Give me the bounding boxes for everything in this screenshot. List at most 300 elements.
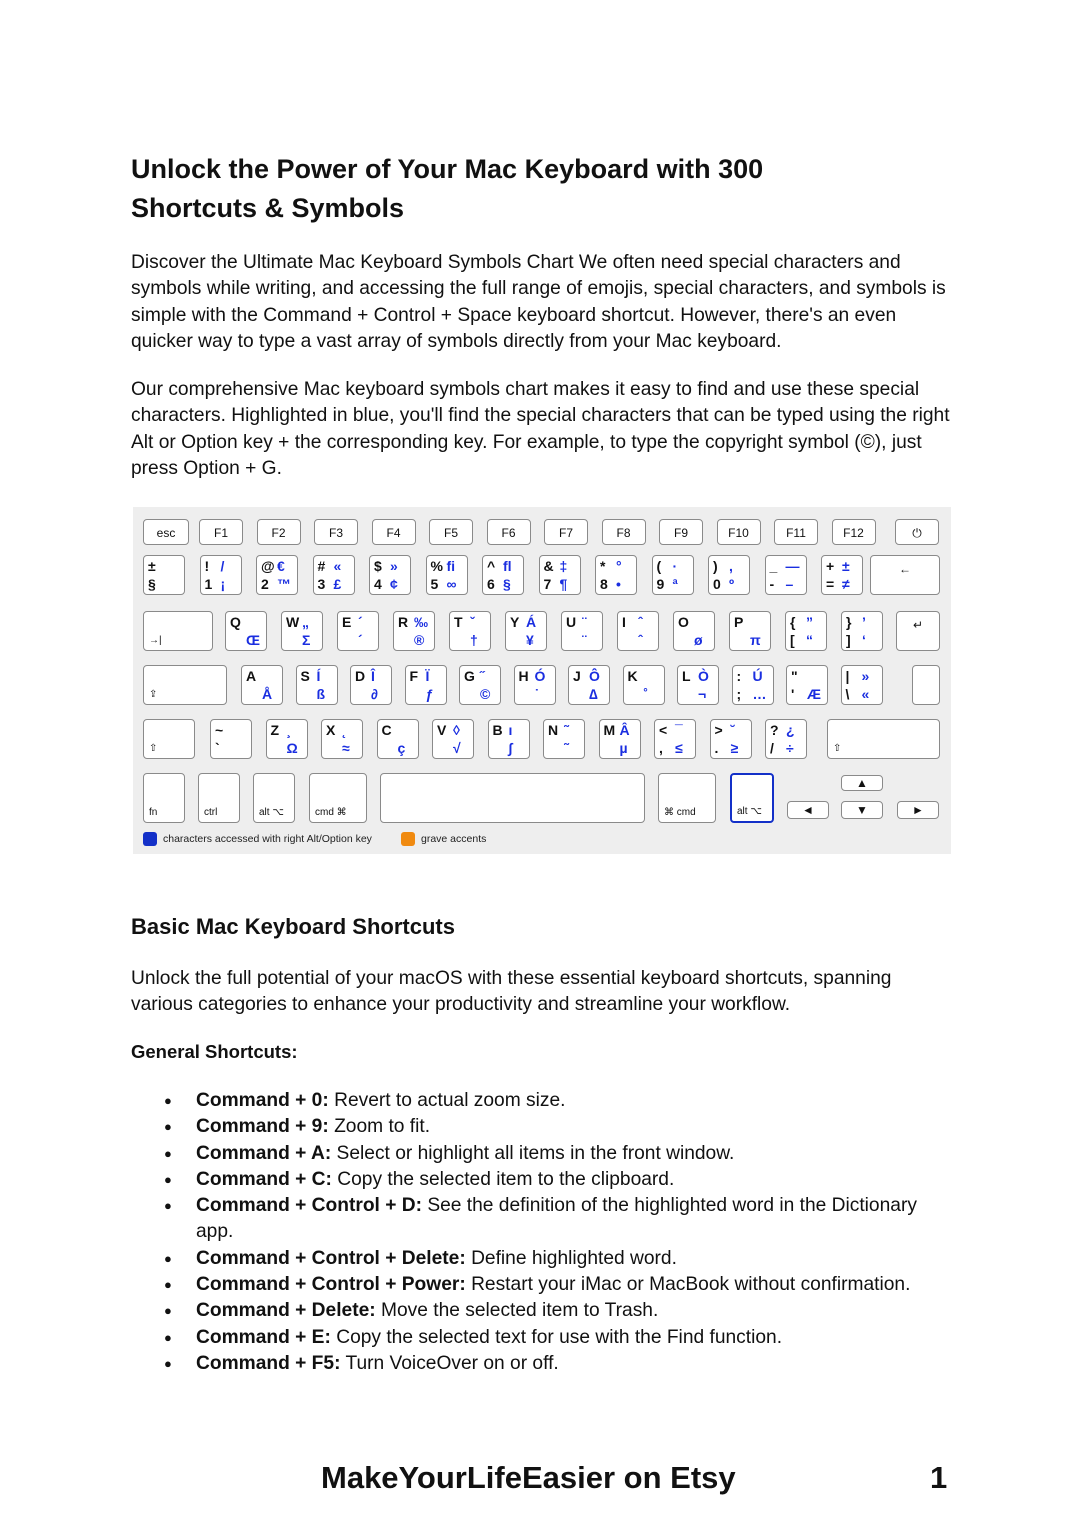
key-option-char: π — [750, 632, 761, 648]
key-option-char: ™ — [277, 576, 291, 592]
key-primary-char: V — [437, 722, 447, 738]
key-option-shift-char: ¯ — [675, 722, 683, 738]
shortcut-keys: Command + 0: — [196, 1090, 329, 1111]
arrow-right-icon: ► — [912, 803, 924, 817]
key-option-char: ∞ — [446, 576, 457, 592]
key-bottom_row-1 — [266, 719, 308, 759]
key-option-char: ˜ — [564, 740, 569, 756]
key-power — [895, 519, 939, 545]
key-qwerty_row-5 — [505, 611, 547, 651]
key-option-char: † — [470, 632, 478, 648]
key-option-char: ø — [694, 632, 703, 648]
key-option-char: √ — [453, 740, 461, 756]
legend-orange — [401, 832, 486, 846]
key-option-shift-char: ’ — [862, 614, 866, 630]
shortcut-item — [131, 1272, 953, 1298]
page-title: Unlock the Power of Your Mac Keyboard with 300 Shortcuts & Symbols — [131, 154, 764, 223]
key-option-shift-char: Â — [619, 722, 630, 738]
key-option-shift-char: ‰ — [414, 614, 428, 630]
key-ctrl — [198, 773, 240, 823]
key-option-char: ´ — [358, 632, 363, 648]
key-label: F12 — [843, 526, 864, 540]
shortcut-description: Copy the selected text for use with the Find function. — [330, 1326, 783, 1348]
key-number_row-2 — [256, 555, 298, 595]
key-primary-char: # — [317, 558, 326, 574]
key-f11 — [774, 519, 818, 545]
key-primary-char: ± — [148, 558, 156, 574]
key-primary-char: _ — [769, 558, 778, 574]
shortcut-keys: Command + C: — [196, 1168, 332, 1190]
key-option-shift-char: Î — [371, 668, 375, 684]
legend-blue — [143, 832, 372, 846]
key-primary-char: : — [736, 668, 742, 684]
key-primary-char: W — [286, 614, 300, 630]
key-option-shift-char: Ò — [698, 668, 709, 684]
key-option-char: ÷ — [786, 740, 794, 756]
key-bottom_row-3 — [377, 719, 419, 759]
key-number_row-11 — [765, 555, 807, 595]
key-f5 — [429, 519, 473, 545]
key-secondary-char: ; — [736, 686, 742, 702]
key-qwerty_row-6 — [561, 611, 603, 651]
key-option-char: … — [752, 686, 767, 702]
key-option-shift-char: · — [672, 558, 678, 574]
caps-lock-icon: ⇪ — [149, 689, 158, 700]
key-label: F7 — [558, 526, 573, 540]
key-primary-char: ~ — [215, 722, 224, 738]
key-option-shift-char: ˆ — [638, 614, 643, 630]
shortcut-description: Zoom to fit. — [328, 1116, 431, 1138]
key-secondary-char: \ — [845, 686, 850, 702]
legend-swatch-blue — [143, 832, 157, 846]
key-return-lower — [912, 665, 940, 705]
key-alt-right — [730, 773, 774, 823]
key-f10 — [717, 519, 761, 545]
key-primary-char: ^ — [487, 558, 496, 574]
key-option-char: ƒ — [425, 686, 434, 702]
legend-label: grave accents — [421, 832, 487, 845]
key-home_row-10 — [786, 665, 828, 705]
key-f4 — [372, 519, 416, 545]
shortcut-keys: Command + 9: — [196, 1116, 329, 1138]
key-option-char: ≥ — [730, 740, 739, 756]
key-number_row-8 — [595, 555, 637, 595]
key-f9 — [659, 519, 703, 545]
key-option-shift-char: ¨ — [582, 614, 587, 630]
key-option-shift-char: Í — [316, 668, 321, 684]
key-option-shift-char: Ú — [752, 668, 763, 684]
key-primary-char: % — [430, 558, 443, 574]
section-intro: Unlock the full potential of your macOS with these essential keyboard shortcuts, spanning various categories to enhance your productivity and streamline your workflow. — [131, 968, 892, 1016]
key-option-char: ≤ — [675, 740, 683, 756]
shortcut-item — [131, 1114, 953, 1140]
key-home_row-6 — [568, 665, 610, 705]
key-tab — [143, 611, 213, 651]
return-icon: ↵ — [912, 618, 924, 632]
key-option-char: Æ — [807, 686, 821, 702]
key-option-shift-char: ± — [842, 558, 850, 574]
shortcut-item — [131, 1246, 953, 1272]
key-label: ⌘ cmd — [664, 807, 696, 818]
key-bottom_row-2 — [321, 719, 363, 759]
key-secondary-char: ` — [215, 740, 220, 756]
key-option-shift-char: ˛ — [342, 722, 347, 738]
key-primary-char: ? — [770, 722, 779, 738]
key-option-char: « — [861, 686, 870, 702]
key-number_row-12 — [821, 555, 863, 595]
key-option-char: Œ — [246, 632, 260, 648]
shortcut-description: Restart your iMac or MacBook without confirmation. — [465, 1274, 911, 1296]
key-option-shift-char: / — [220, 558, 225, 574]
key-home_row-5 — [514, 665, 556, 705]
key-label: esc — [156, 526, 176, 540]
key-primary-char: " — [791, 668, 798, 684]
shortcut-keys: Command + Delete: — [196, 1300, 376, 1322]
shortcut-item — [131, 1193, 953, 1246]
key-primary-char: S — [300, 668, 310, 684]
key-primary-char: $ — [374, 558, 382, 574]
key-option-shift-char: Ó — [534, 668, 546, 684]
key-f7 — [544, 519, 588, 545]
shortcut-keys: Command + Control + D: — [196, 1195, 422, 1217]
key-qwerty_row-8 — [673, 611, 715, 651]
key-bottom_row-0 — [210, 719, 252, 759]
key-option-char: § — [503, 576, 511, 592]
key-secondary-char: ' — [791, 686, 795, 702]
key-option-shift-char: ˘ — [730, 722, 736, 738]
shift-icon: ⇧ — [149, 743, 158, 754]
key-option-shift-char: ˇ — [470, 614, 475, 630]
key-primary-char: I — [622, 614, 626, 630]
key-primary-char: M — [603, 722, 616, 738]
key-return — [896, 611, 940, 651]
key-primary-char: } — [846, 614, 852, 630]
key-label: ctrl — [204, 807, 218, 818]
key-home_row-2 — [350, 665, 392, 705]
shortcut-keys: Command + Control + Delete: — [196, 1247, 466, 1269]
key-primary-char: C — [381, 722, 392, 738]
shortcut-list — [131, 1088, 953, 1377]
key-label: alt ⌥ — [737, 806, 762, 817]
key-primary-char: J — [573, 668, 581, 684]
key-label: F10 — [728, 526, 749, 540]
key-primary-char: A — [246, 668, 257, 684]
key-number_row-1 — [200, 555, 242, 595]
key-esc — [143, 519, 189, 545]
key-primary-char: G — [464, 668, 475, 684]
shortcut-description: Move the selected item to Trash. — [375, 1300, 659, 1322]
key-arrow-up — [841, 775, 883, 791]
key-secondary-char: 8 — [600, 576, 608, 592]
intro-paragraph-2: Our comprehensive Mac keyboard symbols chart makes it easy to find and use these special characters. Highlighted in blue, you'll find the special characters that can be typed using the right Alt or Option key + the corresponding key. For example, to type the copyright symbol (©), just press Option + G. — [131, 379, 950, 480]
key-option-char: ç — [397, 740, 406, 756]
key-secondary-char: 4 — [374, 576, 382, 592]
key-cmd-right — [658, 773, 716, 823]
key-option-char: ¥ — [526, 632, 534, 648]
key-primary-char: ) — [713, 558, 718, 574]
key-arrow-left — [787, 801, 829, 819]
key-option-char: ∫ — [508, 740, 513, 756]
key-f3 — [314, 519, 358, 545]
key-label: F2 — [271, 526, 286, 540]
key-option-char: © — [480, 686, 491, 702]
key-primary-char: & — [543, 558, 554, 574]
key-secondary-char: 5 — [430, 576, 439, 592]
key-qwerty_row-2 — [337, 611, 379, 651]
key-number_row-0 — [143, 555, 185, 595]
general-shortcuts-heading: General Shortcuts: — [131, 1041, 298, 1062]
key-secondary-char: - — [769, 576, 775, 592]
key-f2 — [257, 519, 301, 545]
key-secondary-char: [ — [790, 632, 795, 648]
key-label: cmd ⌘ — [315, 807, 347, 818]
key-primary-char: { — [790, 614, 796, 630]
legend-label: characters accessed with right Alt/Option key — [163, 832, 372, 845]
key-primary-char: P — [734, 614, 744, 630]
key-home_row-1 — [296, 665, 338, 705]
key-primary-char: N — [548, 722, 559, 738]
key-secondary-char: 0 — [713, 576, 721, 592]
key-option-shift-char: ﬂ — [503, 558, 512, 574]
key-option-char: – — [785, 576, 794, 592]
key-option-shift-char: ◊ — [453, 722, 460, 738]
key-home_row-7 — [623, 665, 665, 705]
key-space — [380, 773, 645, 823]
key-option-shift-char: ´ — [358, 614, 363, 630]
key-option-char: ‘ — [862, 632, 866, 648]
key-qwerty_row-11 — [841, 611, 883, 651]
key-bottom_row-7 — [599, 719, 641, 759]
key-primary-char: U — [566, 614, 577, 630]
key-label: F8 — [616, 526, 631, 540]
shortcut-description: See the definition of the highlighted word in the Dictionary app. — [196, 1195, 917, 1243]
key-home_row-9 — [732, 665, 774, 705]
key-primary-char: B — [492, 722, 503, 738]
shortcut-description: Copy the selected item to the clipboard. — [331, 1168, 675, 1190]
key-primary-char: < — [659, 722, 668, 738]
key-option-shift-char: « — [333, 558, 342, 574]
key-number_row-3 — [313, 555, 355, 595]
shortcut-item — [131, 1141, 953, 1167]
key-option-char: Ω — [286, 740, 298, 756]
shortcut-description: Revert to actual zoom size. — [328, 1090, 566, 1111]
key-primary-char: H — [518, 668, 529, 684]
key-delete — [870, 555, 940, 595]
page-number: 1 — [930, 1460, 948, 1495]
key-label: F9 — [673, 526, 688, 540]
key-bottom_row-8 — [654, 719, 696, 759]
key-home_row-4 — [459, 665, 501, 705]
key-secondary-char: 7 — [543, 576, 552, 592]
key-option-char: ∂ — [371, 686, 378, 702]
arrow-up-icon: ▲ — [856, 776, 868, 790]
key-label: fn — [149, 807, 158, 818]
key-option-shift-char: ” — [806, 614, 813, 630]
legend-swatch-orange — [401, 832, 415, 846]
shortcut-keys: Command + F5: — [196, 1352, 341, 1374]
key-label: F4 — [386, 526, 401, 540]
shift-icon: ⇧ — [833, 743, 842, 754]
key-secondary-char: § — [148, 576, 156, 592]
key-option-char: ˆ — [638, 632, 643, 648]
key-option-shift-char: ﬁ — [446, 558, 456, 574]
key-option-char: ≈ — [342, 740, 350, 756]
key-f12 — [832, 519, 876, 545]
shortcut-item — [131, 1298, 953, 1324]
key-primary-char: Z — [270, 722, 280, 738]
key-option-shift-char: Ô — [589, 668, 600, 684]
key-primary-char: E — [342, 614, 352, 630]
key-primary-char: O — [678, 614, 689, 630]
key-bottom_row-6 — [543, 719, 585, 759]
shortcut-description: Define highlighted word. — [465, 1247, 677, 1269]
key-option-char: µ — [619, 740, 628, 756]
intro-paragraph-1: Discover the Ultimate Mac Keyboard Symbols Chart We often need special characters and symbols while writing, and accessing the full range of emojis, special characters, and symbols is simple with the Command + Control + Space keyboard shortcut. However, there's an even quicker way to type a vast array of symbols directly from your Mac keyboard. — [131, 252, 946, 353]
key-secondary-char: 3 — [317, 576, 326, 592]
key-primary-char: R — [398, 614, 409, 630]
arrow-down-icon: ▼ — [856, 803, 868, 817]
key-primary-char: Q — [230, 614, 241, 630]
key-option-char: ® — [414, 632, 425, 648]
key-arrow-down — [841, 801, 883, 819]
key-number_row-9 — [652, 555, 694, 595]
key-number_row-10 — [708, 555, 750, 595]
key-option-shift-char: „ — [302, 614, 309, 630]
key-primary-char: > — [714, 722, 723, 738]
key-bottom_row-10 — [765, 719, 807, 759]
keyboard-symbols-chart — [133, 507, 951, 854]
key-cmd-left — [309, 773, 367, 823]
key-option-char: ¨ — [582, 632, 587, 648]
key-home_row-8 — [677, 665, 719, 705]
key-option-char: ª — [672, 576, 678, 592]
key-option-shift-char: ˝ — [480, 668, 485, 684]
key-secondary-char: 9 — [656, 576, 665, 592]
key-primary-char: D — [355, 668, 366, 684]
shortcut-keys: Command + E: — [196, 1326, 331, 1348]
key-secondary-char: , — [659, 740, 663, 756]
shortcut-keys: Command + Control + Power: — [196, 1274, 466, 1296]
key-option-shift-char: ‡ — [559, 558, 568, 574]
key-option-shift-char: ¸ — [286, 722, 292, 738]
shortcut-item — [131, 1088, 953, 1114]
key-number_row-7 — [539, 555, 581, 595]
key-option-char: ˙ — [534, 686, 540, 702]
key-bottom_row-5 — [488, 719, 530, 759]
arrow-left-icon: ◄ — [802, 803, 814, 817]
key-option-shift-char: » — [861, 668, 870, 684]
key-home_row-3 — [405, 665, 447, 705]
key-qwerty_row-1 — [281, 611, 323, 651]
key-secondary-char: = — [826, 576, 835, 592]
key-secondary-char: . — [714, 740, 719, 756]
key-option-char: Σ — [302, 632, 311, 648]
power-icon: ⏻ — [912, 526, 922, 540]
key-home_row-0 — [241, 665, 283, 705]
key-secondary-char: 6 — [487, 576, 495, 592]
key-qwerty_row-0 — [225, 611, 267, 651]
shortcut-keys: Command + A: — [196, 1142, 332, 1164]
key-primary-char: | — [845, 668, 850, 684]
key-option-shift-char: ¿ — [786, 722, 795, 738]
key-qwerty_row-10 — [785, 611, 827, 651]
key-option-char: º — [729, 576, 735, 592]
key-secondary-char: 1 — [204, 576, 213, 592]
key-caps-lock — [143, 665, 227, 705]
key-option-shift-char: Á — [526, 614, 537, 630]
key-primary-char: * — [600, 558, 606, 574]
key-secondary-char: / — [770, 740, 774, 756]
key-f1 — [199, 519, 243, 545]
key-option-shift-char: — — [785, 558, 800, 574]
key-option-char: ≠ — [842, 576, 850, 592]
key-secondary-char: ] — [846, 632, 851, 648]
key-fn — [143, 773, 185, 823]
key-option-char: ¬ — [698, 686, 707, 702]
key-option-char: ¶ — [559, 576, 568, 592]
key-bottom_row-4 — [432, 719, 474, 759]
key-option-char: ˚ — [643, 686, 649, 702]
key-primary-char: ! — [204, 558, 210, 574]
key-primary-char: + — [826, 558, 835, 574]
key-f6 — [487, 519, 531, 545]
key-option-shift-char: ° — [616, 558, 622, 574]
key-option-shift-char: ˜ — [564, 722, 569, 738]
key-option-char: Å — [262, 686, 273, 702]
key-f8 — [602, 519, 646, 545]
section-title: Basic Mac Keyboard Shortcuts — [131, 914, 455, 939]
key-option-shift-char: € — [277, 558, 285, 574]
key-option-char: “ — [806, 632, 813, 648]
key-primary-char: T — [454, 614, 463, 630]
key-alt-left — [253, 773, 295, 823]
key-option-char: £ — [333, 576, 342, 592]
key-number_row-4 — [369, 555, 411, 595]
key-option-char: ß — [316, 686, 326, 702]
key-shift-left — [143, 719, 195, 759]
key-primary-char: F — [409, 668, 419, 684]
key-option-char: • — [616, 576, 621, 592]
key-bottom_row-9 — [710, 719, 752, 759]
footer-brand: MakeYourLifeEasier on Etsy — [321, 1460, 736, 1495]
key-primary-char: ( — [656, 558, 662, 574]
key-label: F3 — [328, 526, 343, 540]
key-label: F11 — [786, 526, 806, 540]
key-number_row-6 — [482, 555, 524, 595]
key-number_row-5 — [426, 555, 468, 595]
key-label: F1 — [213, 526, 228, 540]
key-qwerty_row-7 — [617, 611, 659, 651]
key-label: alt ⌥ — [259, 807, 284, 818]
tab-icon: →| — [149, 635, 162, 646]
key-secondary-char: 2 — [261, 576, 269, 592]
key-qwerty_row-9 — [729, 611, 771, 651]
key-option-char: ∆ — [589, 686, 598, 702]
shortcut-description: Select or highlight all items in the front window. — [331, 1142, 735, 1164]
key-arrow-right — [897, 801, 939, 819]
shortcut-item — [131, 1351, 953, 1377]
key-primary-char: K — [627, 668, 638, 684]
key-primary-char: L — [682, 668, 691, 684]
key-label: F6 — [501, 526, 516, 540]
key-option-char: ¡ — [220, 576, 226, 592]
shortcut-item — [131, 1167, 953, 1193]
key-qwerty_row-4 — [449, 611, 491, 651]
key-home_row-11 — [841, 665, 883, 705]
shortcut-description: Turn VoiceOver on or off. — [340, 1352, 559, 1374]
key-option-shift-char: , — [729, 558, 733, 574]
key-primary-char: @ — [261, 558, 275, 574]
